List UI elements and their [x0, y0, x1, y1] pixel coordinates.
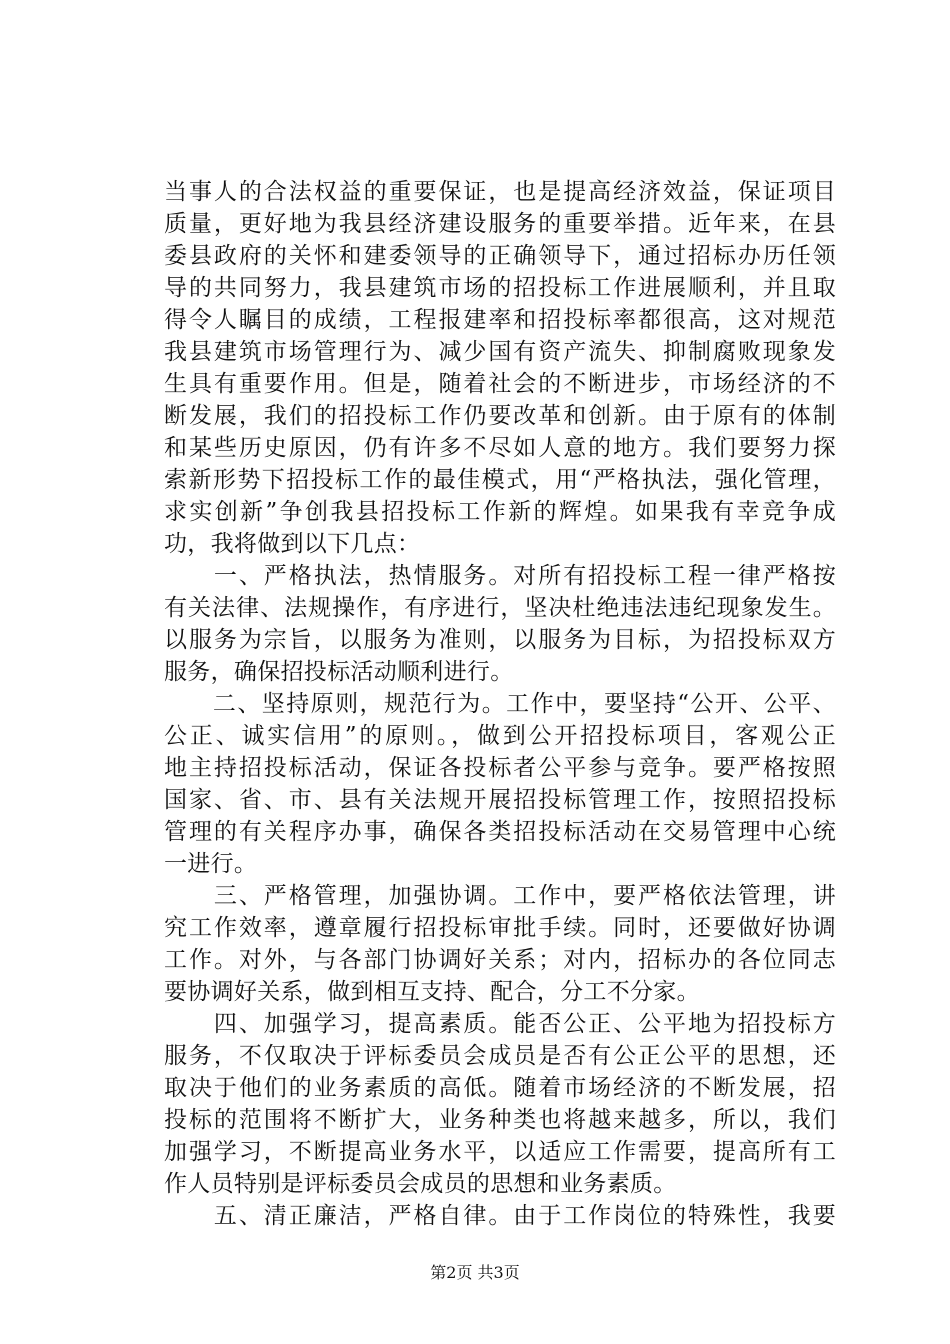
text-line: 公正、诚实信用”的原则。，做到公开招投标项目，客观公正 [164, 723, 836, 749]
text-line: 导的共同努力，我县建筑市场的招投标工作进展顺利，并且取 [164, 275, 836, 301]
text-line: 求实创新”争创我县招投标工作新的辉煌。如果我有幸竞争成 [164, 499, 836, 525]
text-line: 服务，确保招投标活动顺利进行。 [164, 659, 514, 685]
text-line: 作人员特别是评标委员会成员的思想和业务素质。 [164, 1171, 677, 1197]
text-line: 以服务为宗旨，以服务为准则，以服务为目标，为招投标双方 [164, 627, 836, 653]
text-line: 索新形势下招投标工作的最佳模式，用“严格执法，强化管理， [164, 467, 836, 493]
text-line: 功，我将做到以下几点： [164, 531, 421, 557]
text-line: 一进行。 [164, 851, 258, 877]
text-line: 管理的有关程序办事，确保各类招投标活动在交易管理中心统 [164, 819, 836, 845]
text-line: 地主持招投标活动，保证各投标者公平参与竞争。要严格按照 [164, 755, 836, 781]
text-line: 生具有重要作用。但是，随着社会的不断进步，市场经济的不 [164, 371, 836, 397]
text-line: 五、清正廉洁，严格自律。由于工作岗位的特殊性，我要 [164, 1203, 836, 1229]
text-line: 要协调好关系，做到相互支持、配合，分工不分家。 [164, 979, 700, 1005]
text-line: 和某些历史原因，仍有许多不尽如人意的地方。我们要努力探 [164, 435, 836, 461]
page-footer: 第2页 共3页 [430, 1263, 520, 1282]
text-line: 我县建筑市场管理行为、减少国有资产流失、抑制腐败现象发 [164, 339, 836, 365]
text-line: 国家、省、市、县有关法规开展招投标管理工作，按照招投标 [164, 787, 836, 813]
text-line: 服务，不仅取决于评标委员会成员是否有公正公平的思想，还 [164, 1043, 836, 1069]
text-line: 一、严格执法，热情服务。对所有招投标工程一律严格按 [164, 563, 836, 589]
text-line: 取决于他们的业务素质的高低。随着市场经济的不断发展，招 [164, 1075, 836, 1101]
text-line: 二、坚持原则，规范行为。工作中，要坚持“公开、公平、 [164, 691, 836, 717]
text-line: 委县政府的关怀和建委领导的正确领导下，通过招标办历任领 [164, 243, 836, 269]
text-line: 四、加强学习，提高素质。能否公正、公平地为招投标方 [164, 1011, 836, 1037]
text-line: 投标的范围将不断扩大，业务种类也将越来越多，所以，我们 [164, 1107, 836, 1133]
text-line: 当事人的合法权益的重要保证，也是提高经济效益，保证项目 [164, 179, 836, 205]
text-line: 加强学习，不断提高业务水平，以适应工作需要，提高所有工 [164, 1139, 836, 1165]
text-line: 断发展，我们的招投标工作仍要改革和创新。由于原有的体制 [164, 403, 836, 429]
body-text [164, 176, 836, 1232]
text-line: 究工作效率，遵章履行招投标审批手续。同时，还要做好协调 [164, 915, 836, 941]
text-line: 得令人瞩目的成绩，工程报建率和招投标率都很高，这对规范 [164, 307, 836, 333]
text-line: 工作。对外，与各部门协调好关系；对内，招标办的各位同志 [164, 947, 836, 973]
text-line: 三、严格管理，加强协调。工作中，要严格依法管理，讲 [164, 883, 836, 909]
text-line: 有关法律、法规操作，有序进行，坚决杜绝违法违纪现象发生。 [164, 595, 836, 621]
text-line: 质量，更好地为我县经济建设服务的重要举措。近年来，在县 [164, 211, 836, 237]
